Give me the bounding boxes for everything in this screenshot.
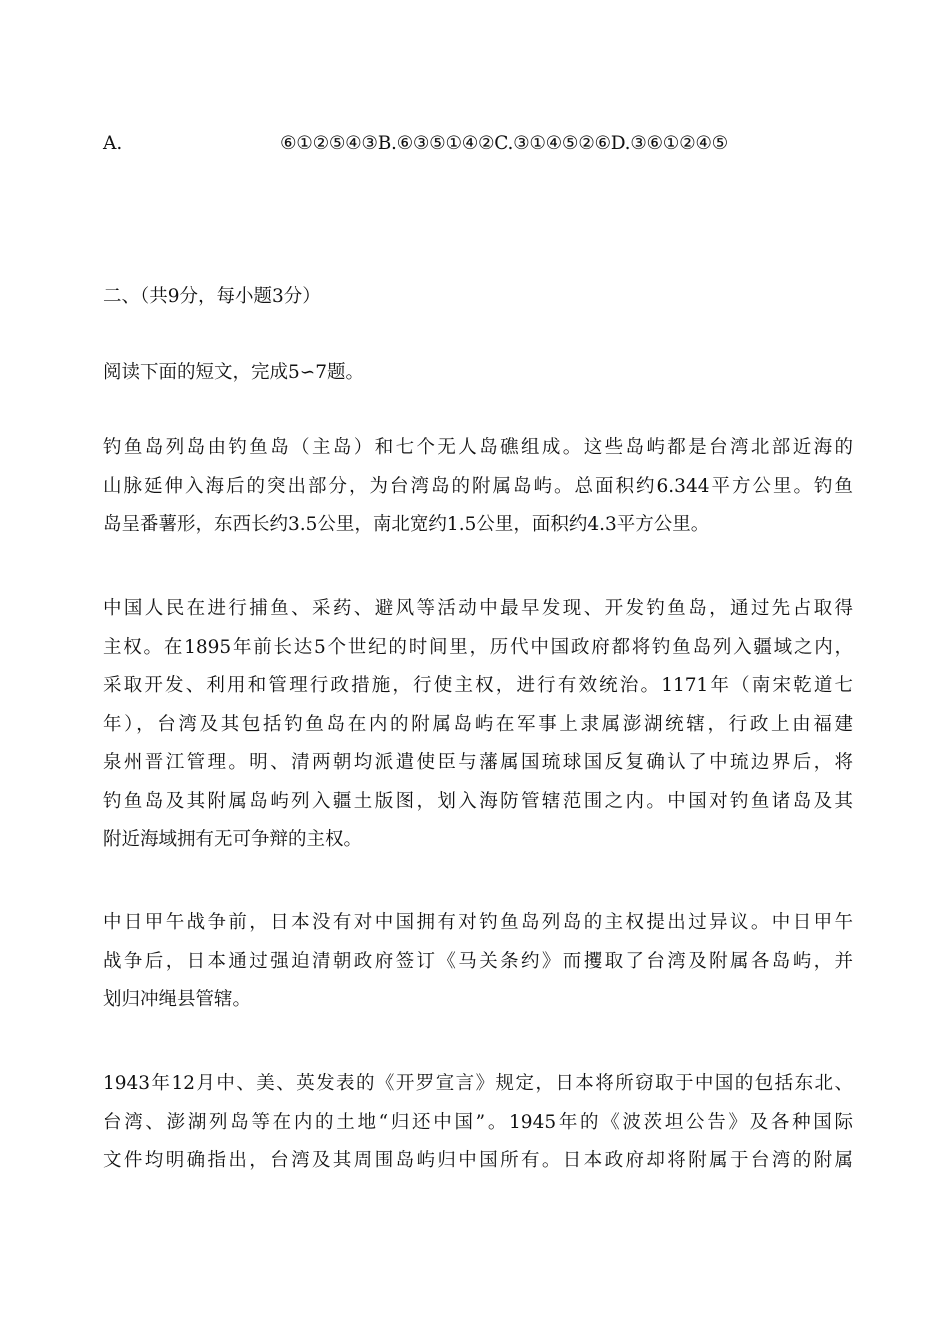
reading-instruction: 阅读下面的短文，完成5∽7题。 <box>103 362 365 383</box>
paragraph-line: 钓鱼岛列岛由钓鱼岛（主岛）和七个无人岛礁组成。这些岛屿都是台湾北部近海的 <box>103 437 853 458</box>
option-a-label: A. <box>103 133 123 154</box>
paragraph-line: 中日甲午战争前，日本没有对中国拥有对钓鱼岛列岛的主权提出过异议。中日甲午 <box>103 912 853 933</box>
paragraph-line: 中国人民在进行捕鱼、采药、避风等活动中最早发现、开发钓鱼岛，通过先占取得 <box>103 598 853 619</box>
paragraph-line: 划归冲绳县管辖。 <box>103 989 252 1010</box>
paragraph-1 <box>103 429 853 545</box>
paragraph-line: 附近海域拥有无可争辩的主权。 <box>103 829 363 850</box>
paragraph-line: 采取开发、利用和管理行政措施，行使主权，进行有效统治。1171年（南宋乾道七 <box>103 675 853 696</box>
paragraph-line: 主权。在1895年前长达5个世纪的时间里，历代中国政府都将钓鱼岛列入疆域之内， <box>103 636 853 658</box>
answer-options-row <box>103 129 843 159</box>
paragraph-2 <box>103 590 853 860</box>
paragraph-line: 岛呈番薯形，东西长约3.5公里，南北宽约1.5公里，面积约4.3平方公里。 <box>103 514 710 535</box>
section-heading: 二、（共9分，每小题3分） <box>103 286 321 307</box>
paragraph-line: 年），台湾及其包括钓鱼岛在内的附属岛屿在军事上隶属澎湖统辖，行政上由福建 <box>103 713 853 735</box>
paragraph-line: 山脉延伸入海后的突出部分，为台湾岛的附属岛屿。总面积约6.344平方公里。钓鱼 <box>103 475 853 497</box>
paragraph-4 <box>103 1065 853 1181</box>
paragraph-line: 1943年12月中、美、英发表的《开罗宣言》规定，日本将所窃取于中国的包括东北、 <box>103 1073 853 1094</box>
paragraph-line: 战争后，日本通过强迫清朝政府签订《马关条约》而攫取了台湾及附属各岛屿，并 <box>103 950 853 972</box>
paragraph-line: 文件均明确指出，台湾及其周围岛屿归中国所有。日本政府却将附属于台湾的附属 <box>103 1150 853 1171</box>
paragraph-3 <box>103 904 853 1020</box>
options-sequence-text: ⑥①②⑤④③B.⑥③⑤①④②C.③①④⑤②⑥D.③⑥①②④⑤ <box>280 133 728 154</box>
paragraph-line: 钓鱼岛及其附属岛屿列入疆土版图，划入海防管辖范围之内。中国对钓鱼诸岛及其 <box>103 790 853 812</box>
paragraph-line: 泉州晋江管理。明、清两朝均派遣使臣与藩属国琉球国反复确认了中琉边界后，将 <box>103 752 853 773</box>
paragraph-line: 台湾、澎湖列岛等在内的土地“归还中国”。1945年的《波茨坦公告》及各种国际 <box>103 1111 853 1133</box>
